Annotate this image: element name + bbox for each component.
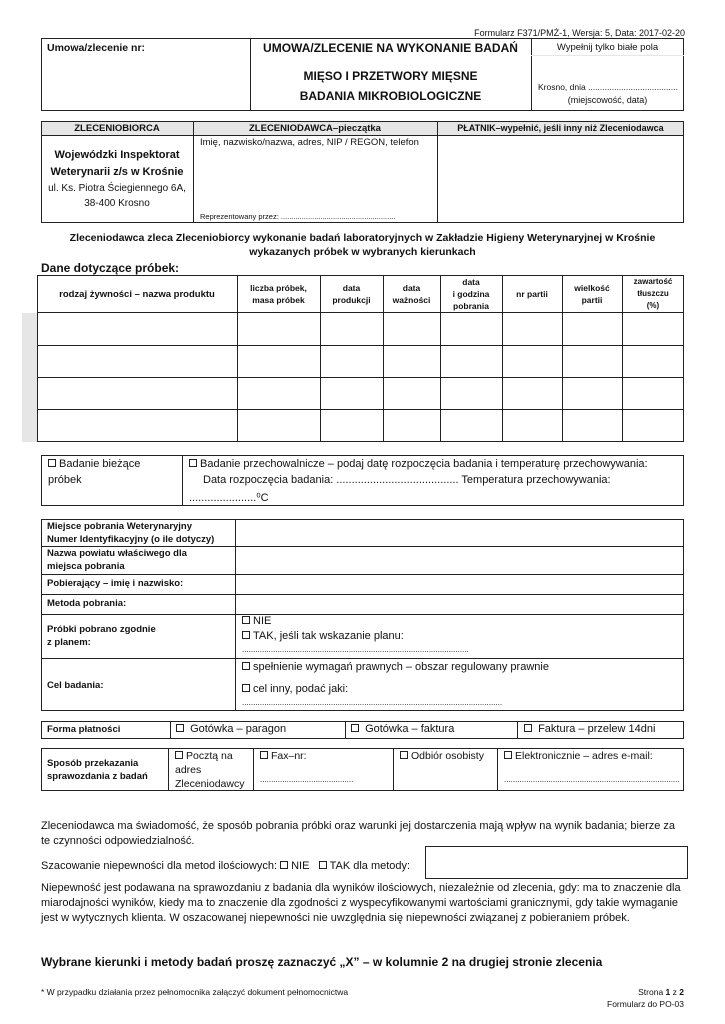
checkbox-purpose-other[interactable] — [242, 684, 250, 692]
checkbox-transfer[interactable] — [524, 724, 532, 732]
report-label: Sposób przekazania — [47, 758, 139, 769]
report-fax[interactable]: Fax–nr: — [260, 750, 307, 762]
note-line-1: Niepewność jest podawana na sprawozdaniu z badania dla wyników ilościowych, niezależnie od zlecenia, gdy: ma to znaczenie dla — [41, 882, 681, 894]
sampler-input[interactable] — [236, 575, 683, 594]
payer-field[interactable] — [438, 136, 683, 222]
note-line-3: jest w wytycznych klienta. W oszacowanej niepewności nie uwzględnia się niepewności związanej z pobieraniem próbek. — [41, 912, 630, 924]
purpose-dots[interactable]: ..................................................................................................................... — [242, 698, 503, 707]
th-sampling: data — [462, 277, 480, 287]
doc-ref: Formularz do PO-03 — [607, 999, 684, 1009]
org-line-1: Wojewódzki Inspektorat — [54, 149, 180, 161]
uncertainty-row: Szacowanie niepewności dla metod ilościowych: NIE TAK dla metody: — [41, 860, 411, 872]
th-batch: nr partii — [516, 289, 548, 299]
page-number: Strona 1 z 2 — [638, 987, 684, 997]
checkbox-email[interactable] — [504, 751, 512, 759]
awareness-line-2: te czynności odpowiedzialność. — [41, 835, 195, 847]
th-fat-3: (%) — [646, 301, 660, 310]
th-sampling-3: pobrania — [453, 301, 489, 311]
report-label-2: sprawozdania z badań — [47, 771, 148, 782]
checkbox-storage[interactable] — [189, 459, 197, 467]
footnote: * W przypadku działania przez pełnomocnika załączyć dokument pełnomocnictwa — [41, 987, 349, 997]
th-prod-date-2: produkcji — [332, 295, 371, 305]
label-vet-id-2: Numer Identyfikacyjny (o ile dotyczy) — [47, 534, 215, 545]
checkbox-fax[interactable] — [260, 751, 268, 759]
th-batch-size: wielkość — [574, 283, 610, 293]
label-sampler: Pobierający – imię i nazwisko: — [47, 578, 184, 589]
th-exp-date: data — [402, 283, 421, 293]
report-pickup[interactable]: Odbiór osobisty — [400, 750, 484, 762]
county-input[interactable] — [236, 547, 683, 574]
fill-note: Wypełnij tylko białe pola — [556, 42, 659, 53]
th-exp-date-2: ważności — [392, 295, 431, 305]
intro-line-1: Zleceniodawca zleca Zleceniobiorcy wykonanie badań laboratoryjnych w Zakładzie Higieny Weterynaryjnej w Krośnie — [69, 232, 656, 244]
checkbox-current[interactable] — [48, 459, 56, 467]
label-county-2: miejsca pobrania — [47, 561, 125, 572]
checkbox-pickup[interactable] — [400, 751, 408, 759]
form-code: Formularz F371/PMŻ-1, Wersja: 5, Data: 2017-02-20 — [474, 28, 685, 38]
uncertainty-method-input[interactable] — [425, 846, 688, 879]
header-title-3: BADANIA MIKROBIOLOGICZNE — [299, 89, 482, 103]
storage-temp-value[interactable]: ......................⁰C — [189, 492, 269, 504]
study-storage[interactable]: Badanie przechowalnicze – podaj datę rozpoczęcia badania i temperaturę przechowywania: — [189, 458, 648, 470]
th-mass: masa próbek — [252, 295, 305, 305]
checkbox-cash-invoice[interactable] — [351, 724, 359, 732]
checkbox-uncert-no[interactable] — [280, 861, 288, 869]
email-address[interactable]: ............................................................................... — [504, 775, 680, 784]
th-batch-size-2: partii — [581, 295, 603, 305]
checkbox-uncert-yes[interactable] — [319, 861, 327, 869]
checkbox-post[interactable] — [175, 751, 183, 759]
label-method: Metoda pobrania: — [47, 598, 127, 609]
plan-no[interactable]: NIE — [242, 615, 271, 627]
note-line-2: miarodajności wyników, kiedy ma to znaczenie dla zgodności z wyspecyfikowanymi wartościami granicznymi, gdy takie wymaganie — [41, 897, 679, 909]
report-post-3: Zleceniodawcy — [175, 778, 245, 790]
org-addr-2: 38-400 Krosno — [84, 198, 150, 209]
checkbox-cash-receipt[interactable] — [176, 724, 184, 732]
vet-id-input[interactable] — [236, 520, 683, 546]
label-plan: Próbki pobrano zgodnie — [47, 624, 156, 635]
th-prod-date: data — [342, 283, 361, 293]
storage-date-temp[interactable]: Data rozpoczęcia badania: ........................................ Temperatura przechowywania: — [203, 474, 611, 486]
col-payer: PŁATNIK–wypełnić, jeśli inny niż Zleceniodawca — [457, 123, 664, 133]
plan-dots[interactable]: ...................................................................................................... — [242, 645, 469, 654]
th-fat-2: tłuszczu — [637, 289, 669, 298]
method-input[interactable] — [236, 595, 683, 614]
place-date-note: (miejscowość, data) — [567, 95, 648, 105]
umowa-label: Umowa/zlecenie nr: — [47, 42, 146, 54]
org-addr-1: ul. Ks. Piotra Ściegiennego 6A, — [48, 183, 186, 194]
plan-yes[interactable]: TAK, jeśli tak wskazanie planu: — [242, 630, 404, 642]
label-county: Nazwa powiatu właściwego dla — [47, 548, 187, 559]
th-product: rodzaj żywności – nazwa produktu — [59, 289, 215, 300]
th-count: liczba próbek, — [250, 283, 307, 293]
payment-cash-receipt[interactable]: Gotówka – paragon — [176, 723, 286, 735]
sample-row[interactable] — [38, 313, 683, 345]
place-date[interactable]: Krosno, dnia ...................................... — [538, 82, 678, 92]
payment-transfer[interactable]: Faktura – przelew 14dni — [524, 723, 655, 735]
th-sampling-2: i godzina — [452, 289, 490, 299]
label-vet-id: Miejsce pobrania Weterynaryjny — [47, 521, 193, 532]
study-current[interactable]: Badanie bieżące — [48, 458, 140, 470]
report-email[interactable]: Elektronicznie – adres e-mail: — [504, 750, 653, 762]
col-client: ZLECENIODAWCA–pieczątka — [249, 123, 381, 134]
fax-number[interactable]: .......................................... — [260, 775, 354, 784]
sample-row[interactable] — [38, 378, 683, 409]
checkbox-plan-yes[interactable] — [242, 631, 250, 639]
org-line-2: Weterynarii z/s w Krośnie — [50, 166, 184, 178]
client-hint[interactable]: Imię, nazwisko/nazwa, adres, NIP / REGON, telefon — [200, 137, 419, 148]
sample-row[interactable] — [38, 346, 683, 377]
report-post[interactable]: Pocztą na — [175, 750, 233, 762]
label-plan-2: z planem: — [47, 637, 91, 648]
checkbox-purpose-legal[interactable] — [242, 662, 250, 670]
samples-title: Dane dotyczące próbek: — [41, 261, 180, 275]
intro-line-2: wykazanych próbek w wybranych kierunkach — [249, 246, 476, 258]
label-purpose: Cel badania: — [47, 680, 104, 691]
represented-by[interactable]: Reprezentowany przez: ....................................................... — [200, 212, 396, 221]
th-fat: zawartość — [633, 277, 673, 286]
checkbox-plan-no[interactable] — [242, 616, 250, 624]
col-contractor: ZLECENIOBIORCA — [74, 123, 160, 134]
header-title-1: UMOWA/ZLECENIE NA WYKONANIE BADAŃ — [263, 41, 518, 55]
payment-label: Forma płatności — [47, 724, 121, 735]
payment-cash-invoice[interactable]: Gotówka – faktura — [351, 723, 454, 735]
purpose-legal[interactable]: spełnienie wymagań prawnych – obszar regulowany prawnie — [242, 661, 549, 673]
purpose-other[interactable]: cel inny, podać jaki: — [242, 683, 348, 695]
awareness-line-1: Zleceniodawca ma świadomość, że sposób pobrania próbki oraz warunki jej dostarczenia mają wpływ na wynik badania; bierze za — [41, 820, 676, 832]
study-current-2: próbek — [48, 474, 82, 486]
report-post-2: adres — [175, 764, 202, 776]
sample-row[interactable] — [38, 410, 683, 441]
final-note: Wybrane kierunki i metody badań proszę zaznaczyć „X” – w kolumnie 2 na drugiej stronie zlecenia — [41, 955, 603, 969]
header-title-2: MIĘSO I PRZETWORY MIĘSNE — [303, 69, 478, 83]
